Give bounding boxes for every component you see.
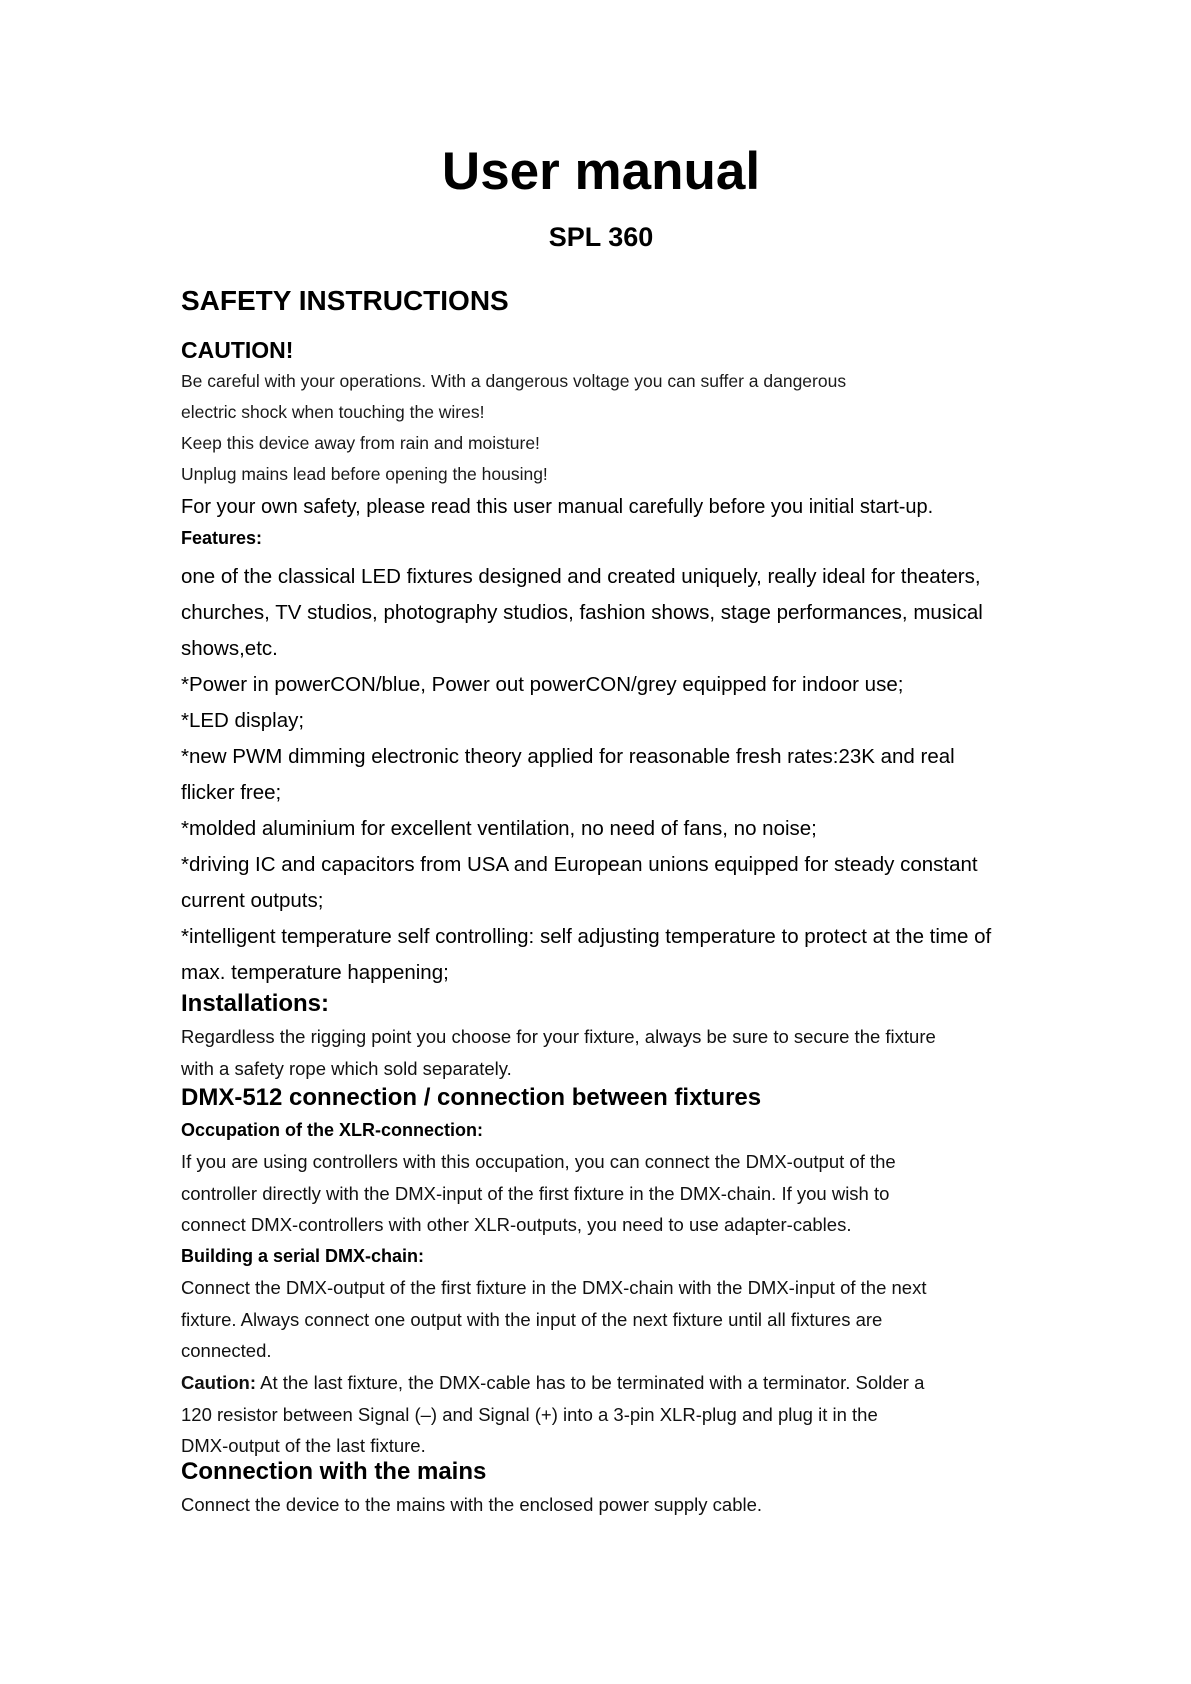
mains-line: Connect the device to the mains with the enclosed power supply cable. <box>181 1494 763 1515</box>
caution-text: At the last fixture, the DMX-cable has to be terminated with a terminator. Solder a <box>256 1372 925 1393</box>
features-label: Features: <box>181 528 263 548</box>
safety-line: Keep this device away from rain and moisture! <box>181 433 540 453</box>
dmx-chain-label: Building a serial DMX-chain: <box>181 1246 425 1266</box>
features-line: *LED display; <box>181 709 305 732</box>
installations-text <box>181 1021 1021 1084</box>
xlr-occupation-label: Occupation of the XLR-connection: <box>181 1120 483 1140</box>
caution-heading: CAUTION! <box>181 337 294 363</box>
caution-line: 120 resistor between Signal (–) and Signal (+) into a 3-pin XLR-plug and plug it in the <box>181 1403 878 1425</box>
safety-warnings <box>181 366 1021 490</box>
features-line: *intelligent temperature self controlling: self adjusting temperature to protect at the time of <box>181 925 992 948</box>
installations-line: Regardless the rigging point you choose for your fixture, always be sure to secure the fixture <box>181 1026 936 1047</box>
features-list <box>181 559 1021 991</box>
dmx-chain-text <box>181 1272 1021 1367</box>
safety-heading: SAFETY INSTRUCTIONS <box>181 285 509 316</box>
dmx-heading: DMX-512 connection / connection between fixtures <box>181 1084 762 1111</box>
chain-line: Connect the DMX-output of the first fixture in the DMX-chain with the DMX-input of the next <box>181 1277 927 1298</box>
model-name: SPL 360 <box>548 222 654 252</box>
installations-heading: Installations: <box>181 990 330 1017</box>
occupation-line: connect DMX-controllers with other XLR-outputs, you need to use adapter-cables. <box>181 1214 852 1235</box>
chain-line: connected. <box>181 1340 272 1361</box>
read-manual-notice: For your own safety, please read this user manual carefully before you initial start-up. <box>181 496 934 518</box>
xlr-occupation-text <box>181 1146 1021 1241</box>
occupation-line: If you are using controllers with this occupation, you can connect the DMX-output of the <box>181 1151 896 1172</box>
features-line: *Power in powerCON/blue, Power out powerCON/grey equipped for indoor use; <box>181 673 904 696</box>
features-line: *driving IC and capacitors from USA and European unions equipped for steady constant <box>181 853 978 876</box>
terminator-caution <box>181 1367 1021 1462</box>
installations-line: with a safety rope which sold separately. <box>181 1057 512 1079</box>
features-line: shows,etc. <box>181 637 278 660</box>
features-line: flicker free; <box>181 781 282 804</box>
caution-label: Caution: <box>181 1372 257 1393</box>
features-line: max. temperature happening; <box>181 961 449 984</box>
caution-line <box>181 1367 1021 1399</box>
document-title: User manual <box>441 142 761 201</box>
safety-line: Be careful with your operations. With a dangerous voltage you can suffer a dangerous <box>181 371 847 391</box>
mains-text <box>181 1489 1021 1521</box>
occupation-line: controller directly with the DMX-input of the first fixture in the DMX-chain. If you wish to <box>181 1182 890 1204</box>
features-line: *molded aluminium for excellent ventilation, no need of fans, no noise; <box>181 817 817 840</box>
features-line: churches, TV studios, photography studios, fashion shows, stage performances, musical <box>181 601 983 624</box>
mains-heading: Connection with the mains <box>181 1458 487 1485</box>
features-line: *new PWM dimming electronic theory applied for reasonable fresh rates:23K and real <box>181 745 955 768</box>
caution-line: DMX-output of the last fixture. <box>181 1435 426 1456</box>
features-line: one of the classical LED fixtures designed and created uniquely, really ideal for theaters, <box>181 565 981 588</box>
safety-line: electric shock when touching the wires! <box>181 402 485 422</box>
features-line: current outputs; <box>181 889 324 912</box>
safety-line: Unplug mains lead before opening the housing! <box>181 464 548 484</box>
chain-line: fixture. Always connect one output with the input of the next fixture until all fixtures are <box>181 1308 883 1330</box>
